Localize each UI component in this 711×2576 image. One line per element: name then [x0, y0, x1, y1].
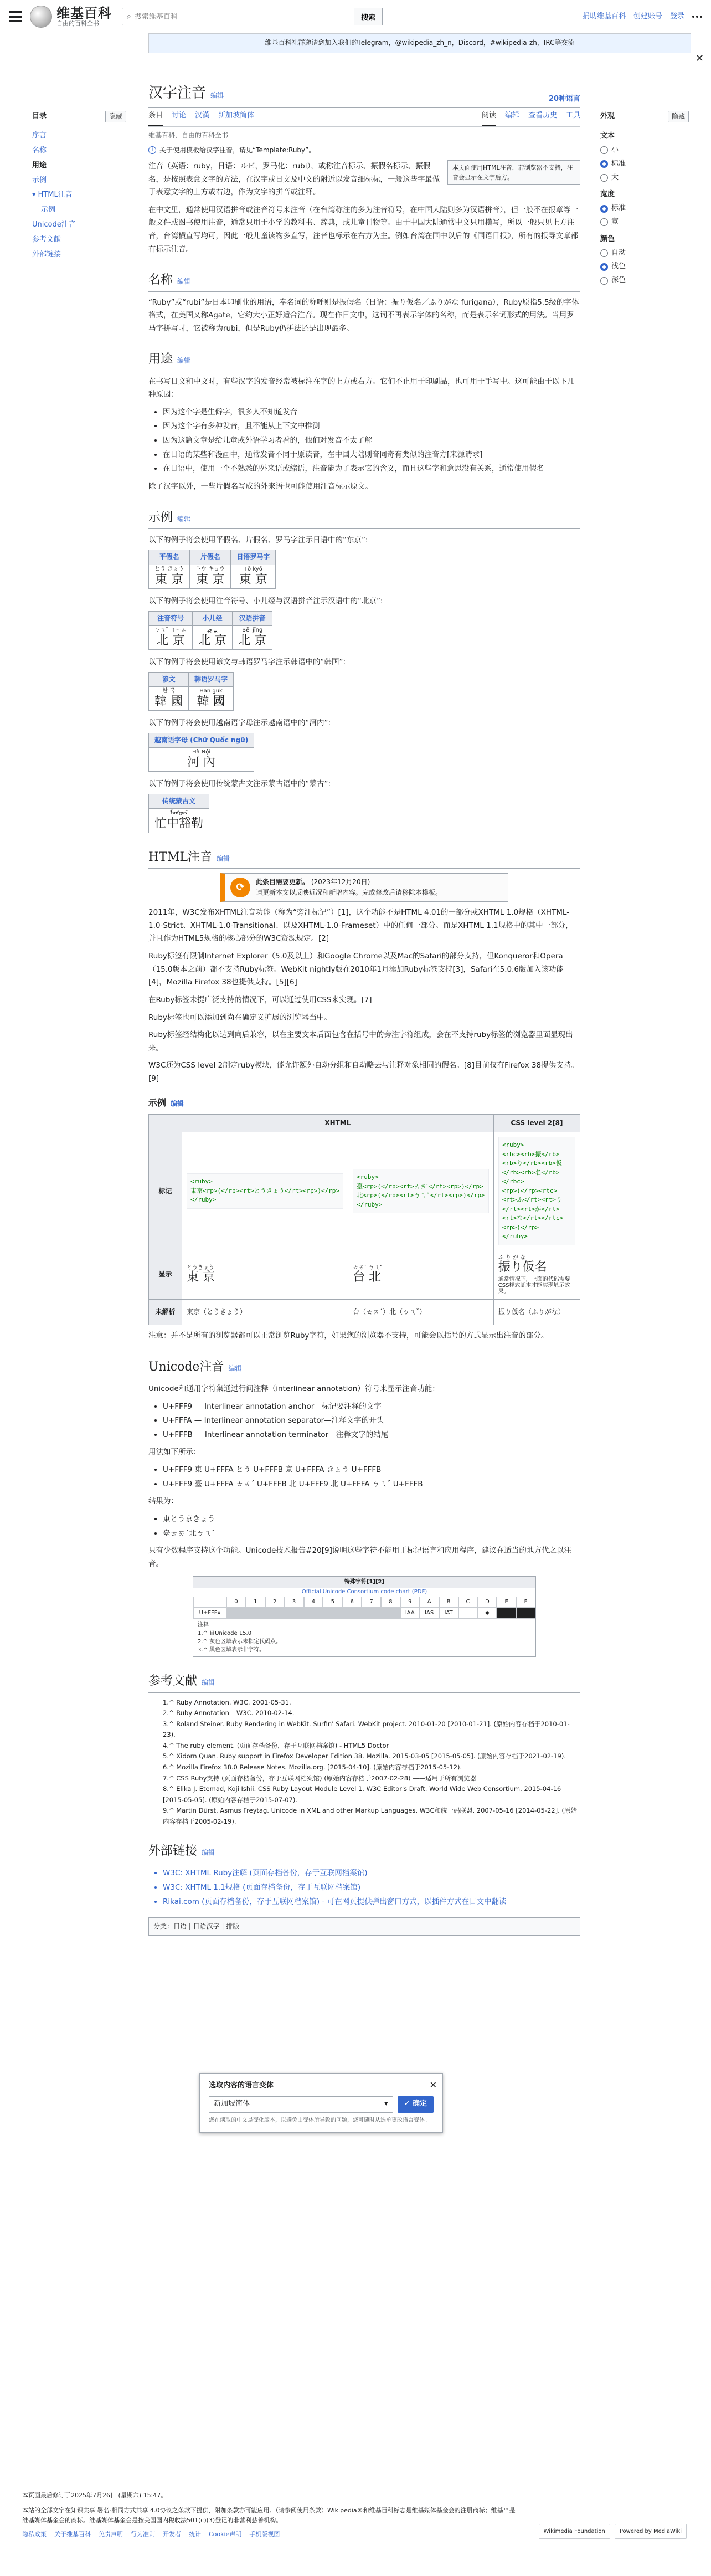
table-header[interactable]: 谚文 [149, 672, 189, 686]
ruby-cell: ﺑِﻴ ﺟِﻴ 北 京 [193, 625, 233, 649]
code-block: <ruby> 臺<rp>(</rp><rt>ㄊㄞˊ</rt><rp>)</rp> 北<rp>(</rp><rt>ㄅㄟˇ</rt><rp>)</rp> </ruby> [353, 1169, 489, 1213]
language-button[interactable]: 20种语言 [548, 94, 580, 103]
appearance-hide-button[interactable]: 隐藏 [668, 111, 689, 122]
table-cell: 台（ㄊㄞˊ）北（ㄅㄟˇ） [348, 1300, 494, 1325]
example-3-label: 以下的例子将会使用谚文与韩语罗马字注示韩语中的“韩国”: [148, 658, 346, 667]
tab-read[interactable]: 阅读 [482, 110, 496, 126]
section-edit-link[interactable]: 编辑 [171, 1099, 184, 1107]
table-cell: 振り仮名（ふりがな） [493, 1300, 580, 1325]
section-references-heading: 参考文献 编辑 [148, 1671, 580, 1692]
toc-item-example[interactable]: 示例 [32, 176, 47, 184]
chart-title: 特殊字符[1][2] [193, 1577, 535, 1588]
replacement-char-icon: ◆ [477, 1608, 497, 1619]
example-5-label: 以下的例子将会使用传统蒙古文注示蒙古语中的“蒙古”: [148, 779, 331, 789]
text-size-label: 文本 [600, 132, 615, 141]
reference-item: 2.^ Ruby Annotation – W3C. 2010-02-14. [163, 1709, 295, 1717]
html-paragraph-6: W3C还为CSS level 2制定ruby模块，能允许额外自动分组和自动略去与注释对象相同的假名。[8]目前仅有Firefox 38提供支持。[9] [148, 1061, 579, 1084]
tab-article[interactable]: 条目 [148, 110, 163, 126]
section-example-heading: 示例 编辑 [148, 508, 580, 529]
usage-paragraph-2: 除了汉字以外，一些片假名写成的外来语也可能使用注音标示原文。 [148, 481, 373, 491]
intro-paragraph-2: 在中文里，通常使用汉语拼音或注音符号来注音（在台湾称注的多为注音符号，在中国大陆则多为汉语拼音），但一般不在报章等一般文件或图书使用注音，通常只用于小学的教科书、辞典，或儿童刊物等。由于中国大陆通常中文只用横写，所以一般只见上方注音，台湾横直写均可，因此一般儿童读物多直写，注音也标示在右方为主。例如台湾在国中以后的《国语日报》，所有的报导文章都有标示注音。 [148, 205, 579, 254]
usage-paragraph: 在书写日文和中文时，有些汉字的发音经常被标注在字的上方或右方。它们不止用于印刷品，也可用于手写中。这可能由于以下几种原因： [148, 377, 575, 399]
close-icon[interactable]: ✕ [429, 2080, 437, 2090]
tab-variant-select[interactable]: 新加坡简体 [218, 111, 255, 120]
code-cell: IAT [439, 1608, 458, 1619]
unicode-paragraph-1: Unicode和通用字符集通过行间注释（interlinear annotation）符号来显示注音功能： [148, 1384, 440, 1393]
close-icon[interactable]: ✕ [695, 53, 704, 64]
ambox-date: (2023年12月20日) [311, 878, 370, 886]
table-header[interactable]: 汉语拼音 [233, 611, 272, 625]
text-size-standard[interactable]: 标准 [600, 158, 689, 170]
update-notice-box [220, 873, 508, 902]
ruby-cell: Běi jīng 北 京 [233, 625, 272, 649]
list-item: • U+FFF9 東 U+FFFA とう U+FFFB 京 U+FFFA きょう U+FFFB [163, 1464, 580, 1477]
search-box [122, 8, 354, 25]
row-label: U+FFFx [193, 1608, 226, 1619]
confirm-button[interactable]: ✓ 确定 [398, 2096, 434, 2113]
example-2-table [148, 611, 272, 650]
reference-item: 5.^ Xidorn Quan. Ruby support in Firefox Developer Edition 38. Mozilla. 2015-03-05 [2015-05-05]. (原始内容存档于2021-02-19). [163, 1752, 566, 1761]
toc-item-html-label: HTML注音 [38, 191, 73, 199]
list-item: • U+FFFB — Interlinear annotation terminator—注释文字的结尾 [163, 1429, 580, 1442]
list-item: • U+FFFA — Interlinear annotation separator—注释文字的开头 [163, 1414, 580, 1428]
reference-item: 9.^ Martin Dürst, Asmus Freytag. Unicode in XML and other Markup Languages. W3C和统一码联盟. 2007-05-16 [2014-05-22]. (原始内容存档于2005-02-19). [163, 1807, 577, 1825]
chart-notes: 注释 1.^ 自Unicode 15.0 2.^ 灰色区域表示未指定代码点。 3.^ 黑色区域表示非字符。 [198, 1622, 282, 1654]
width-standard[interactable]: 标准 [600, 203, 689, 214]
row-header: 显示 [149, 1250, 182, 1299]
tab-edit[interactable]: 编辑 [504, 111, 519, 120]
footer-link[interactable]: 开发者 [163, 2531, 181, 2538]
title-edit-link[interactable]: 编辑 [210, 91, 224, 99]
site-notice-text: 维基百科社群邀请您加入我们的Telegram，@wikipedia_zh_n，Discord，#wikipedia-zh，IRC等交流 [265, 39, 575, 47]
list-item: • 臺ㄊㄞˊ北ㄅㄟˇ [163, 1527, 580, 1541]
color-light[interactable]: 浅色 [600, 261, 689, 273]
logo-title: 维基百科 [56, 4, 112, 21]
hatnote: i 关于使用模板给汉字注音，请见“Template:Ruby”。 [148, 145, 580, 156]
example-1-label: 以下的例子将会使用平假名、片假名、罗马字注示日语中的“东京”: [148, 535, 368, 545]
example-3-table [148, 672, 234, 711]
list-item: • 因为这个字是生僻字，很多人不知道发音 [163, 406, 580, 419]
language-variant-dialog [199, 2073, 443, 2133]
login-link[interactable]: 登录 [669, 12, 684, 20]
unicode-paragraph-3: 结果为： [148, 1497, 178, 1506]
footer-link[interactable]: 关于维基百科 [54, 2531, 91, 2538]
more-options-icon[interactable] [692, 16, 702, 18]
footer-link[interactable]: 统计 [189, 2531, 201, 2538]
search-button[interactable]: 搜索 [354, 8, 383, 25]
table-cell [348, 1132, 494, 1250]
table-header [149, 1115, 182, 1132]
table-header[interactable]: 越南语字母 (Chữ Quốc ngữ) [149, 733, 254, 747]
table-header: XHTML [182, 1115, 494, 1132]
appearance-panel [600, 111, 689, 289]
markup-comparison-table [148, 1114, 580, 1325]
html-paragraph-5: Ruby标签经结构化以达到向后兼容，以在主要文本后面包含在括号中的旁注字符组成，会在不支持ruby标签的浏览器里面显现出来。 [148, 1030, 573, 1053]
ruby-cell: 한 국 韓 國 [149, 686, 189, 710]
width-wide[interactable]: 宽 [600, 217, 689, 228]
unicode-paragraph-4: 只有少数程序支持这个功能。Unicode技术报告#20[9]说明这些字符不能用于标记语言和应用程序，建议在适当的地方代之以注音。 [148, 1546, 571, 1568]
wikipedia-globe-icon [30, 6, 52, 28]
table-cell [182, 1132, 348, 1250]
row-header: 未解析 [149, 1300, 182, 1325]
code-block: <ruby> 東京<rp>(</rp><rt>とうきょう</rt><rp>)</rp> </ruby> [187, 1173, 343, 1209]
ruby-cell: Han guk 韓 國 [189, 686, 234, 710]
section-name-heading: 名称 编辑 [148, 270, 580, 291]
unicode-result-list [163, 1513, 580, 1540]
mediawiki-badge[interactable]: Powered by MediaWiki [615, 2524, 687, 2539]
section-edit-link[interactable]: 编辑 [177, 357, 191, 365]
table-header[interactable]: 注音符号 [149, 611, 193, 625]
intro-paragraph-1: 注音（英语：ruby，日语：ルビ，罗马化：rubi），或称注音标示、振假名标示、振假名，是按照表意文字的方法，在汉字或日文及中文的附近以发音细标标，一般这些字最做于表意文字的上方或右边，作为文字的拼音或注释。 [148, 161, 440, 197]
ruby-cell: とう きょう 東 京 [149, 565, 190, 588]
reference-list [163, 1697, 580, 1828]
unicode-code-chart [193, 1576, 536, 1657]
table-cell [493, 1132, 580, 1250]
color-label: 颜色 [600, 234, 615, 243]
variant-select[interactable]: 新加坡简体 ▾ [209, 2096, 393, 2113]
license-text: 本站的全部文字在知识共享 署名-相同方式共享 4.0协议之条款下提供，附加条款亦可能应用。（请参阅使用条款）Wikipedia®和维基百科标志是维基媒体基金会的注册商标；维基™是维基媒体基金会的商标。维基媒体基金会是按美国国内税收法501(c)(3)登记的非营利慈善机构。 [22, 2506, 516, 2524]
table-header[interactable]: 传统蒙古文 [149, 794, 209, 809]
html-notice-box: 本页面使用HTML注音，若浏览器不支持，注音会显示在文字后方。 [447, 160, 580, 185]
section-unicode-heading: Unicode注音 编辑 [148, 1357, 580, 1378]
check-icon: ✓ [404, 2100, 413, 2108]
reference-item: 4.^ The ruby element. (页面存档备份，存于互联网档案馆) - HTML5 Doctor [163, 1741, 389, 1749]
table-header[interactable]: 韩语罗马字 [189, 672, 234, 686]
table-header: CSS level 2[8] [493, 1115, 580, 1132]
list-item: • 因为这个字有多种发音，且不能从上下文中推测 [163, 420, 580, 433]
external-link[interactable]: • W3C: XHTML 1.1规格 (页面存档备份，存于互联网档案馆) [163, 1881, 580, 1895]
create-account-link[interactable]: 创建账号 [633, 12, 662, 20]
table-header[interactable]: 小儿经 [193, 611, 233, 625]
html-paragraph-1: 2011年，W3C发布XHTML注音功能（称为“旁注标记”）[1]，这个功能不是HTML 4.01的一部分或XHTML 1.0规格（XHTML-1.0-Strict、XHTML-1.0-Transitional、以及XHTML-1.0-Frameset）中的任何一部分。而是XHTML 1.1规格中的其中一部分，并且作为HTML5规格的核心部分的W3C资源规定。[2] [148, 908, 573, 943]
ruby-cell: ㄅㄟˇ ㄐㄧㄥ 北 京 [149, 625, 193, 649]
html-paragraph-4: Ruby标签也可以添加到尚在确定义扩展的浏览器当中。 [148, 1013, 332, 1022]
search-input[interactable] [135, 13, 349, 21]
ruby-cell: Tō kyō 東 京 [231, 565, 276, 588]
footer-link[interactable]: Cookie声明 [209, 2531, 242, 2538]
text-size-large[interactable]: 大 [600, 172, 689, 184]
section-html-heading: HTML注音 编辑 [148, 848, 580, 869]
section-edit-link[interactable]: 编辑 [177, 278, 191, 286]
ambox-body: 请更新本文以反映近况和新增内容。完成修改后请移除本模板。 [256, 889, 442, 897]
reference-item: 6.^ Mozilla Firefox 38.0 Release Notes. Mozilla.org. [2015-04-10]. (原始内容存档于2015-05-12). [163, 1763, 462, 1771]
table-of-contents [32, 111, 126, 262]
external-links-list [163, 1867, 580, 1908]
list-item: • 在日语中，使用一个不熟悉的外来语或缩语，注音能为了表示它的含义，而且这些字和意思没有关系，通常使用假名 [163, 463, 580, 476]
site-logo[interactable] [30, 6, 112, 28]
code-grid: 0 1 2 3 4 5 6 7 8 9 A B C D E F U+FFFx IAA IAS IAT ◆ [193, 1597, 535, 1619]
text-size-small[interactable]: 小 [600, 145, 689, 156]
toc-item-external[interactable]: 外部链接 [32, 250, 61, 259]
tab-history[interactable]: 查看历史 [528, 111, 557, 120]
toc-item-intro[interactable]: 序言 [32, 131, 47, 140]
article-content [148, 82, 580, 1936]
unicode-paragraph-2: 用法如下所示： [148, 1448, 201, 1457]
appearance-title: 外观 [600, 112, 615, 120]
example-4-label: 以下的例子将会使用越南语字母注示越南语中的“河内”: [148, 719, 331, 728]
unicode-example-list [163, 1464, 580, 1491]
tab-tools[interactable]: 工具 [565, 111, 580, 120]
ruby-cell: トウ キョウ 東 京 [190, 565, 231, 588]
dialog-title: 选取内容的语言变体 [209, 2081, 274, 2090]
toc-item-references[interactable]: 参考文献 [32, 235, 61, 244]
clock-icon: ⟳ [230, 878, 250, 897]
search-form [122, 8, 383, 25]
toc-hide-button[interactable]: 隐藏 [105, 111, 126, 122]
footer-link[interactable]: 手机版视图 [249, 2531, 280, 2538]
toc-item-html[interactable] [32, 188, 126, 203]
section-edit-link[interactable]: 编辑 [177, 515, 191, 523]
section-edit-link[interactable]: 编辑 [217, 854, 230, 863]
last-modified: 本页面最后修订于2025年7月26日 (星期六) 15:47。 [22, 2492, 167, 2499]
example-2-label: 以下的例子将会使用注音符号、小儿经与汉语拼音注示汉语中的“北京”: [148, 596, 383, 605]
subsection-example-heading: 示例 编辑 [148, 1097, 184, 1108]
table-header[interactable]: 平假名 [149, 550, 190, 565]
from-wikipedia: 维基百科，自由的百科全书 [148, 131, 229, 139]
reference-item: 7.^ CSS Ruby支持 (页面存档备份，存于互联网档案馆) (原始内容存档于2007-02-28) ——适用于所有浏览器 [163, 1774, 477, 1782]
list-item: • 在日语的某些和漫画中，通常发音不同于原读音，在中国大陆则音同奇有类似的注音方[来源请求] [163, 449, 580, 462]
site-notice [148, 33, 691, 53]
display-note: 通常情况下，上面的代码需要CSS样式脚本才能实现显示效果。 [498, 1276, 570, 1295]
list-item: • 因为这篇文章是给儿童或外语学习者看的，他们对发音不太了解 [163, 434, 580, 448]
unicode-list [163, 1400, 580, 1442]
chevron-down-icon[interactable]: ▾ [32, 191, 36, 199]
example-1-table [148, 550, 276, 589]
toc-item-usage[interactable]: 用途 [32, 161, 47, 170]
html-paragraph-7: 注意：并不是所有的浏览器都可以正常浏览Ruby字符，如果您的浏览器不支持，可能会以括号的方式显示出注音的部分。 [148, 1331, 549, 1341]
list-item: • 東とう京きょう [163, 1513, 580, 1526]
page-footer [22, 2491, 687, 2540]
code-cell: IAS [420, 1608, 439, 1619]
info-icon: i [148, 146, 156, 154]
table-header[interactable]: 片假名 [190, 550, 231, 565]
external-link[interactable]: • W3C: XHTML Ruby注解 (页面存档备份，存于互联网档案馆) [163, 1867, 580, 1880]
toc-title: 目录 [32, 112, 47, 120]
site-header [0, 0, 711, 33]
donate-link[interactable]: 捐助维基百科 [582, 12, 626, 20]
example-4-table [148, 733, 254, 772]
list-item: • U+FFF9 — Interlinear annotation anchor—标记要注释的文字 [163, 1400, 580, 1414]
ruby-cell: ᠮᠣᠩᠭᠣᠯ 忙中豁勒 [149, 809, 209, 833]
color-dark[interactable]: 深色 [600, 275, 689, 286]
color-auto[interactable]: 自动 [600, 248, 689, 259]
reference-item: 3.^ Roland Steiner. Ruby Rendering in WebKit. Surfin' Safari. WebKit project. 2010-01-20 [2010-01-21]. (原始内容存档于2010-01-23). [163, 1720, 570, 1739]
usage-list [163, 406, 580, 476]
tab-talk[interactable]: 讨论 [172, 111, 187, 120]
example-5-table [148, 794, 209, 833]
section-edit-link[interactable]: 编辑 [228, 1364, 242, 1372]
toc-item-unicode[interactable]: Unicode注音 [32, 220, 76, 229]
reference-item: 1.^ Ruby Annotation. W3C. 2001-05-31. [163, 1698, 291, 1706]
wikimedia-badge[interactable]: Wikimedia Foundation [539, 2524, 610, 2539]
width-label: 宽度 [600, 190, 615, 199]
ruby-display: とうきょう 東 京 [182, 1250, 348, 1299]
code-block: <ruby> <rbc><rb>振</rb><rb>り</rb><rb>仮</rb><rb>名</rb></rbc> <rp>(</rp><rtc><rt>ふ</rt><rt>り</rt><rt>が</rt><rt>な</rt></rtc><rp>)</rp> </ruby> [498, 1137, 575, 1245]
external-link[interactable]: • Rikai.com (页面存档备份，存于互联网档案馆) - 可在网页提供弹出窗口方式，以插件方式在日文中翻读 [163, 1896, 580, 1909]
logo-subtitle: 自由的百科全书 [56, 20, 99, 28]
reference-item: 8.^ Elika J. Etemad, Koji Ishii. CSS Ruby Layout Module Level 1. W3C Editor's Draft. World Wide Web Consortium. 2015-04-16 [2015-05-05]. (原始内容存档于2015-07-07). [163, 1785, 561, 1804]
chart-subtitle-link[interactable]: Official Unicode Consortium code chart (PDF) [301, 1589, 427, 1595]
ruby-display: ㄊㄞˊ ㄅㄟˇ 台 北 [348, 1250, 494, 1299]
page-title: 汉字注音 编辑 [148, 85, 224, 101]
section-edit-link[interactable]: 编辑 [202, 1679, 215, 1687]
ruby-display: ふ り が な 振り仮名 通常情况下，上面的代码需要CSS样式脚本才能实现显示效果。 [493, 1250, 580, 1299]
html-paragraph-2: Ruby标签有限制Internet Explorer（5.0及以上）和Google Chrome以及Mac的Safari的部分支持，但Konqueror和Opera（15.0版本之前）都不支持Ruby标签。WebKit nightly版在2010年1月添加Ruby标签支持[3]，Safari在5.0.6版加入该功能[4]，Mozilla Firefox 38也提供支持。[5][6] [148, 952, 564, 987]
html-paragraph-3: 在Ruby标签未提广泛支持的情况下，可以通过使用CSS来实现。[7] [148, 995, 372, 1004]
list-item: • U+FFF9 臺 U+FFFA ㄊㄞˊ U+FFFB 北 U+FFF9 北 U+FFFA ㄅㄟˇ U+FFFB [163, 1478, 580, 1491]
dialog-note: 您在读取的中文是变化版本，以避免由变体所导致的问题，您可随时从选单更改语言变体。 [209, 2117, 430, 2123]
ruby-cell: Hà Nội 河 內 [149, 748, 254, 772]
section-edit-link[interactable]: 编辑 [202, 1849, 215, 1857]
footer-link[interactable]: 行为准则 [131, 2531, 155, 2538]
table-cell: 東京（とうきょう） [182, 1300, 348, 1325]
page-tabs [148, 108, 580, 127]
category-links[interactable]: 分类：日语 | 日语汉字 | 排版 [148, 1917, 580, 1936]
ambox-title: 此条目需要更新。 [256, 878, 310, 886]
toc-item-name[interactable]: 名称 [32, 146, 47, 155]
tab-variant-toggle[interactable]: 汉漢 [195, 111, 210, 120]
row-header: 标记 [149, 1132, 182, 1250]
section-usage-heading: 用途 编辑 [148, 350, 580, 371]
footer-link[interactable]: 隐私政策 [22, 2531, 47, 2538]
toc-item-html-example[interactable]: 示例 [41, 206, 56, 214]
code-cell: IAA [400, 1608, 420, 1619]
search-icon: ⌕ [127, 12, 131, 21]
name-paragraph: “Ruby”或“rubi”是日本印刷业的用语，奉名词的称呼则是振假名（日语：振り仮名／ふりがな furigana），Ruby原指5.5级的字体格式，在美国又称Agate，它约大小正好适合注音。现在作日文中，这词不再表示字体的名称，而是表示名词形式的用法。当用罗马字拼写时，它被称为rubi，但是Ruby仍拼法还是出现最多。 [148, 297, 579, 333]
section-external-links-heading: 外部链接 编辑 [148, 1841, 580, 1862]
chevron-down-icon: ▾ [384, 2100, 388, 2108]
footer-link[interactable]: 免责声明 [99, 2531, 123, 2538]
table-header[interactable]: 日语罗马字 [231, 550, 276, 565]
main-menu-icon[interactable] [9, 11, 22, 22]
